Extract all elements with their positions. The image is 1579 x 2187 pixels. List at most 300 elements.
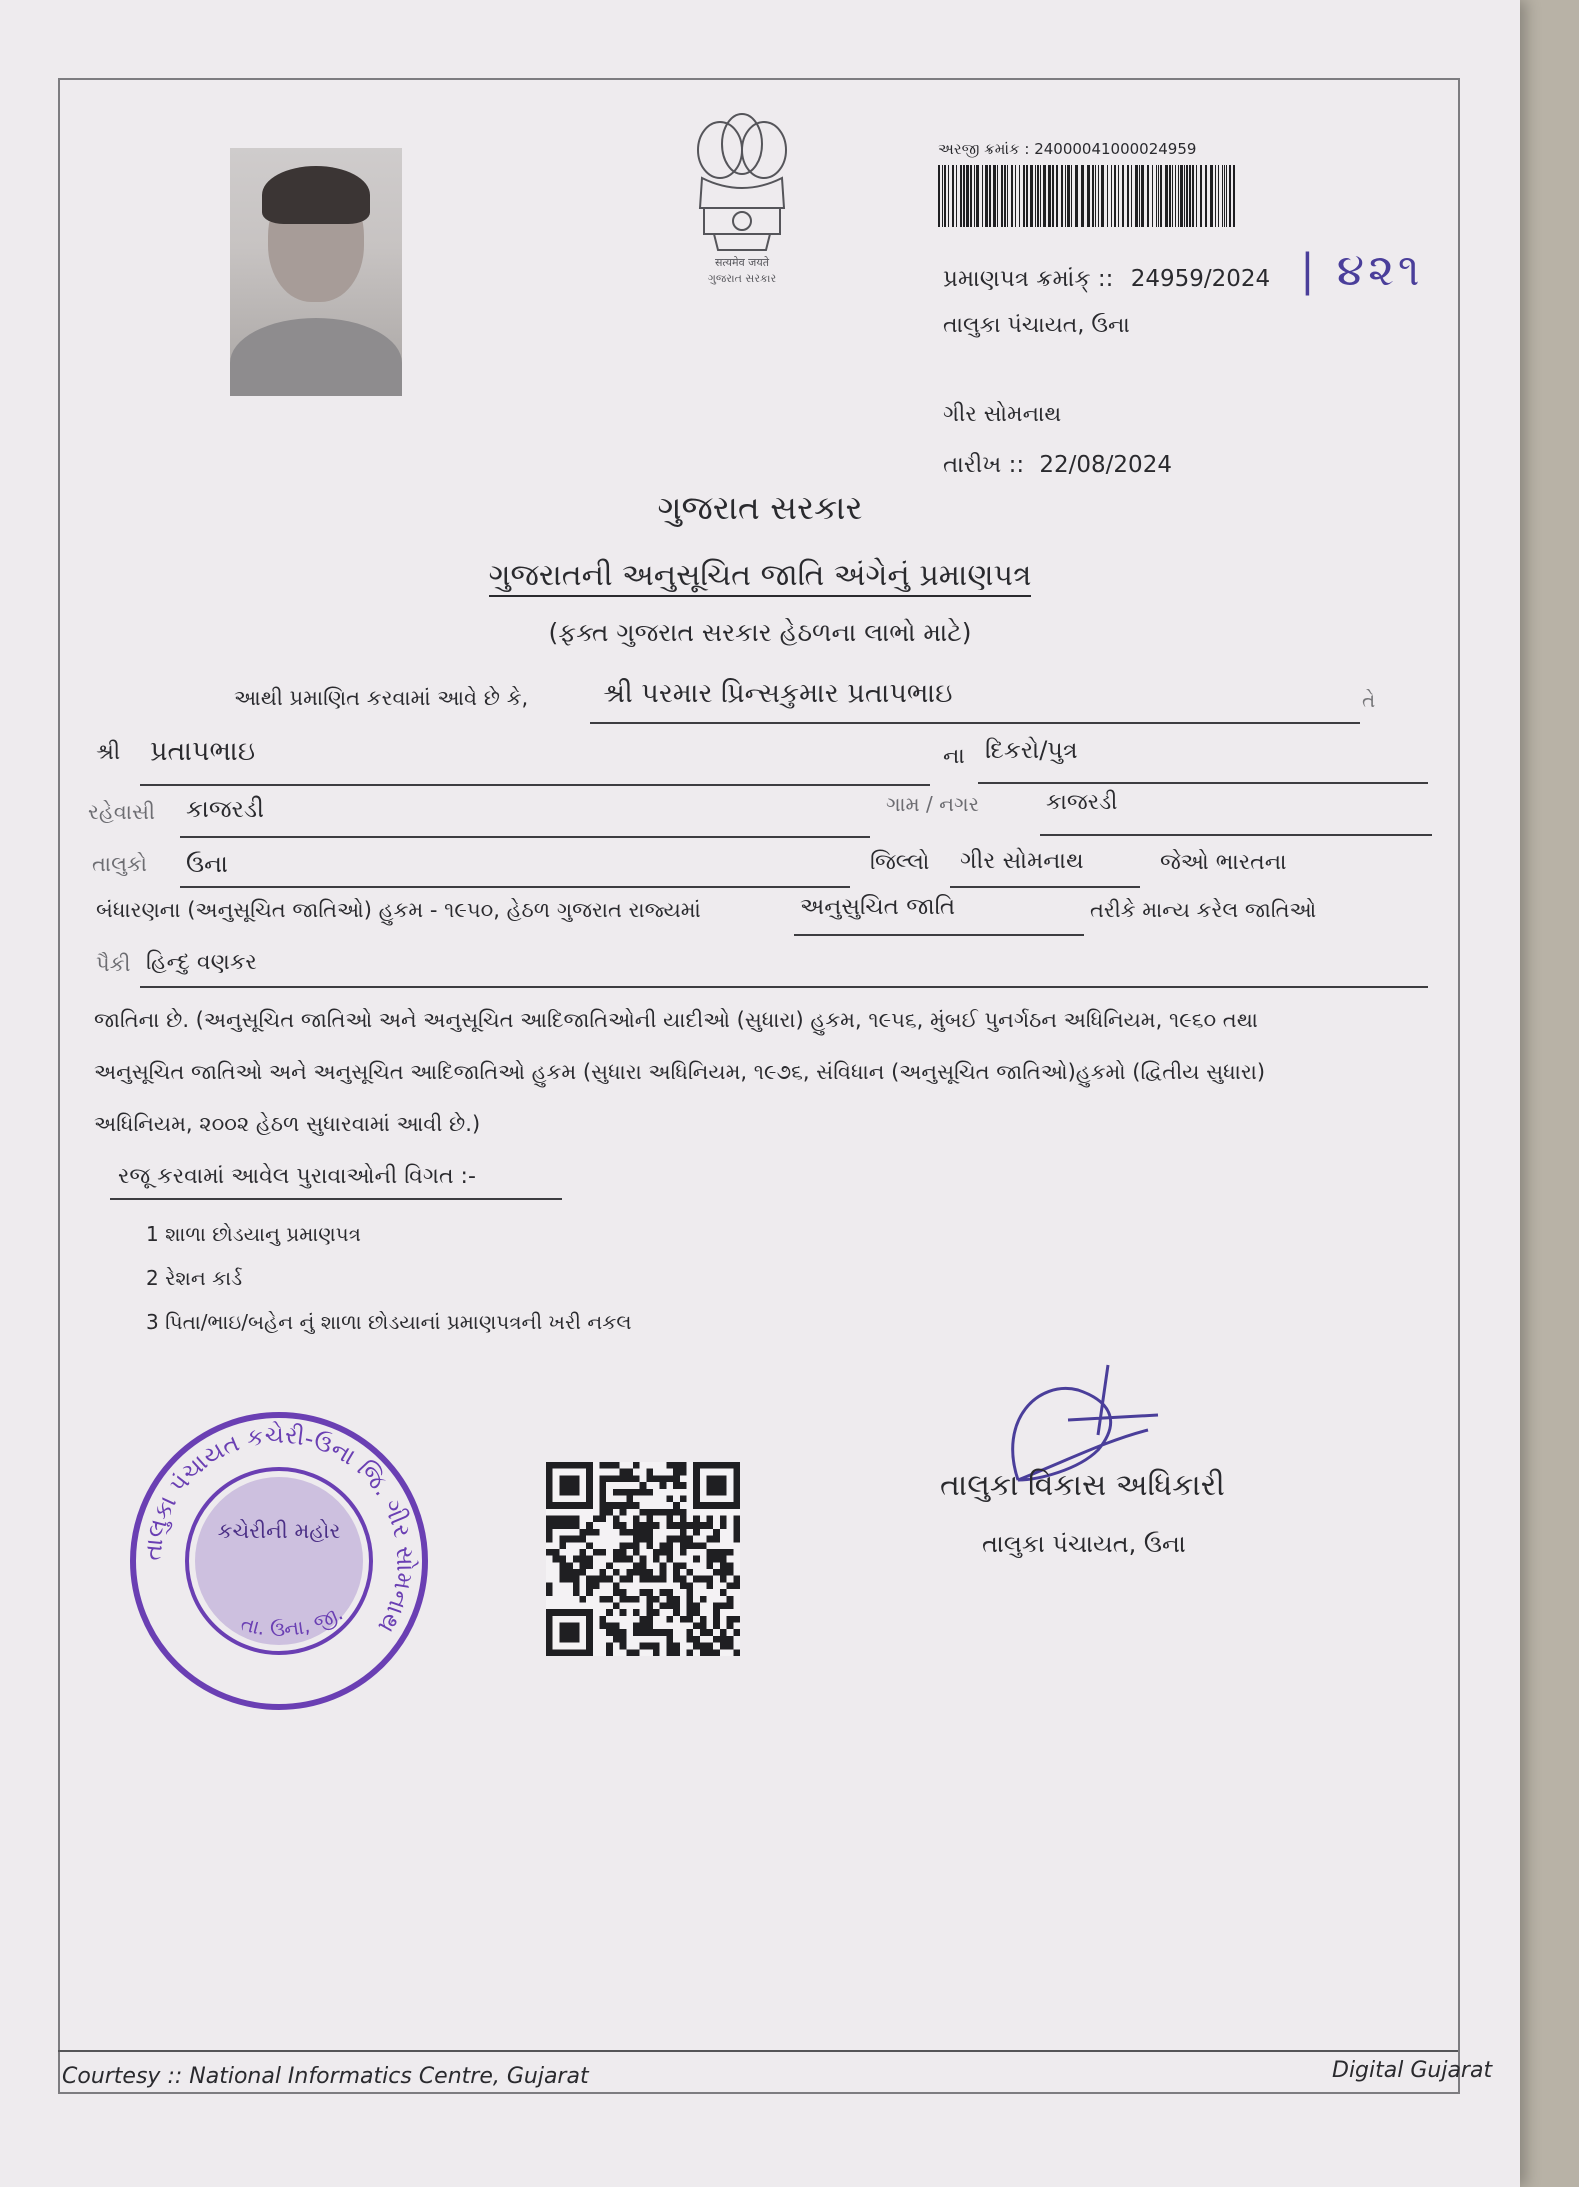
barcode-bar — [1135, 165, 1138, 227]
qr-module — [586, 1542, 593, 1549]
qr-module — [640, 1569, 647, 1576]
certificate-number-label: પ્રમાણપત્ર ક્રમાંક્ :: — [943, 266, 1114, 292]
qr-module — [713, 1623, 720, 1630]
qr-module — [693, 1636, 700, 1643]
qr-module — [673, 1462, 680, 1469]
qr-module — [686, 1609, 693, 1616]
barcode-bar — [1111, 165, 1112, 227]
qr-module — [666, 1556, 673, 1563]
qr-module — [546, 1482, 553, 1489]
qr-module — [620, 1549, 627, 1556]
qr-module — [680, 1536, 687, 1543]
qr-module — [653, 1549, 660, 1556]
qr-module — [700, 1596, 707, 1603]
qr-module — [613, 1522, 620, 1529]
header-office: તાલુકા પંચાયત, ઉના — [943, 313, 1130, 338]
body-paragraph-line-1: જાતિના છે. (અનુસૂચિત જાતિઓ અને અનુસૂચિત આદિજાતિઓની યાદીઓ (સુધારા) હુકમ, ૧૯૫૬, મુંબઈ પુનર્ગઠન અધિનિયમ, ૧૯૬૦ તથા — [94, 1008, 1258, 1032]
qr-module — [606, 1609, 613, 1616]
qr-module — [707, 1582, 714, 1589]
qr-module — [720, 1475, 727, 1482]
date-label: તારીખ :: — [943, 452, 1025, 478]
qr-module — [626, 1529, 633, 1536]
qr-module — [733, 1616, 740, 1623]
qr-module — [713, 1462, 720, 1469]
qr-module — [573, 1649, 580, 1656]
certificate-title-wrap — [0, 558, 1520, 593]
village-line — [1040, 834, 1432, 836]
qr-module — [727, 1582, 734, 1589]
qr-module — [666, 1475, 673, 1482]
qr-module — [660, 1482, 667, 1489]
barcode-bar — [1075, 165, 1078, 227]
qr-module — [660, 1562, 667, 1569]
qr-module — [633, 1475, 640, 1482]
category-value: અનુસુચિત જાતિ — [800, 894, 956, 920]
qr-module — [553, 1609, 560, 1616]
qr-module — [559, 1516, 566, 1523]
barcode-bar — [1043, 165, 1046, 227]
seal-ring-text: તાલુકા પંચાયત કચેરી-ઉના જિ. ગીર સોમનાથ — [138, 1420, 420, 1638]
qr-module — [553, 1556, 560, 1563]
barcode-bar — [1178, 165, 1179, 227]
barcode-bar — [1169, 165, 1171, 227]
barcode-bar — [960, 165, 962, 227]
qr-module — [666, 1596, 673, 1603]
qr-module — [566, 1462, 573, 1469]
qr-module — [593, 1516, 600, 1523]
barcode-bar — [1192, 165, 1194, 227]
qr-module — [546, 1589, 553, 1596]
barcode-bar — [1011, 165, 1013, 227]
qr-module — [633, 1549, 640, 1556]
qr-module — [673, 1602, 680, 1609]
qr-module — [673, 1596, 680, 1603]
qr-module — [586, 1562, 593, 1569]
evidence-item-2: 2 રેશન કાર્ડ — [146, 1266, 243, 1290]
qr-module — [686, 1616, 693, 1623]
qr-module — [707, 1502, 714, 1509]
qr-module — [700, 1576, 707, 1583]
barcode-bar — [1065, 165, 1066, 227]
qr-module — [613, 1589, 620, 1596]
qr-module — [566, 1576, 573, 1583]
date-row — [943, 452, 1172, 478]
qr-module — [680, 1522, 687, 1529]
qr-module — [559, 1636, 566, 1643]
qr-module — [693, 1489, 700, 1496]
qr-module — [586, 1623, 593, 1630]
barcode-bar — [1172, 165, 1173, 227]
barcode-bar — [1152, 165, 1153, 227]
qr-module — [579, 1549, 586, 1556]
qr-module — [546, 1616, 553, 1623]
qr-module — [666, 1509, 673, 1516]
qr-module — [573, 1589, 580, 1596]
barcode-bar — [1081, 165, 1084, 227]
qr-module — [620, 1643, 627, 1650]
qr-module — [680, 1462, 687, 1469]
qr-module — [733, 1469, 740, 1476]
qr-module — [707, 1516, 714, 1523]
qr-module — [693, 1529, 700, 1536]
barcode-bar — [1067, 165, 1070, 227]
qr-module — [660, 1509, 667, 1516]
qr-module — [573, 1556, 580, 1563]
qr-module — [579, 1569, 586, 1576]
barcode-bar — [1019, 165, 1020, 227]
qr-module — [546, 1522, 553, 1529]
qr-module — [646, 1489, 653, 1496]
qr-module — [573, 1569, 580, 1576]
qr-module — [606, 1562, 613, 1569]
qr-module — [693, 1475, 700, 1482]
qr-module — [586, 1582, 593, 1589]
qr-module — [600, 1569, 607, 1576]
qr-module — [600, 1596, 607, 1603]
qr-module — [546, 1489, 553, 1496]
qr-module — [553, 1516, 560, 1523]
qr-module — [666, 1462, 673, 1469]
qr-module — [720, 1502, 727, 1509]
qr-module — [666, 1616, 673, 1623]
qr-module — [720, 1643, 727, 1650]
qr-module — [566, 1649, 573, 1656]
qr-module — [720, 1576, 727, 1583]
barcode-bar — [982, 165, 983, 227]
application-number-row — [938, 140, 1196, 158]
qr-module — [586, 1522, 593, 1529]
qr-module — [559, 1609, 566, 1616]
qr-module — [733, 1582, 740, 1589]
qr-module — [566, 1569, 573, 1576]
qr-module — [620, 1502, 627, 1509]
qr-module — [553, 1462, 560, 1469]
relation-line — [978, 782, 1428, 784]
qr-module — [707, 1489, 714, 1496]
qr-module — [606, 1462, 613, 1469]
qr-module — [546, 1475, 553, 1482]
qr-module — [666, 1516, 673, 1523]
qr-module — [546, 1549, 553, 1556]
qr-module — [707, 1629, 714, 1636]
qr-module — [586, 1576, 593, 1583]
qr-module — [606, 1643, 613, 1650]
emblem-caption-1: सत्यमेव जयते — [714, 256, 770, 269]
qr-module — [666, 1549, 673, 1556]
qr-module — [579, 1596, 586, 1603]
qr-module — [600, 1502, 607, 1509]
applicant-name-line — [590, 722, 1360, 724]
qr-module — [633, 1649, 640, 1656]
qr-module — [720, 1489, 727, 1496]
qr-module — [586, 1489, 593, 1496]
qr-module — [666, 1522, 673, 1529]
qr-module — [646, 1529, 653, 1536]
qr-module — [686, 1589, 693, 1596]
among-label: પૈકી — [96, 952, 131, 976]
qr-module — [640, 1576, 647, 1583]
qr-module — [733, 1536, 740, 1543]
qr-module — [640, 1482, 647, 1489]
qr-module — [733, 1462, 740, 1469]
qr-module — [620, 1509, 627, 1516]
barcode-bar — [1048, 165, 1051, 227]
qr-module — [700, 1623, 707, 1630]
qr-module — [586, 1502, 593, 1509]
qr-module — [626, 1556, 633, 1563]
qr-module — [620, 1469, 627, 1476]
qr-module — [573, 1609, 580, 1616]
qr-module — [707, 1475, 714, 1482]
qr-module — [666, 1536, 673, 1543]
applicant-photo — [230, 148, 402, 396]
qr-module — [593, 1529, 600, 1536]
qr-module — [586, 1643, 593, 1650]
qr-module — [546, 1516, 553, 1523]
qr-module — [600, 1516, 607, 1523]
taluka-value: ઉના — [186, 850, 228, 878]
qr-module — [686, 1542, 693, 1549]
qr-module — [546, 1609, 553, 1616]
te-label: તે — [1362, 688, 1376, 712]
qr-module — [566, 1482, 573, 1489]
qr-module — [673, 1475, 680, 1482]
qr-module — [646, 1475, 653, 1482]
qr-module — [646, 1576, 653, 1583]
certificate-number-row — [943, 266, 1270, 292]
qr-module — [666, 1636, 673, 1643]
qr-module — [653, 1649, 660, 1656]
qr-module — [626, 1495, 633, 1502]
qr-module — [633, 1502, 640, 1509]
barcode-bar — [997, 165, 998, 227]
qr-module — [666, 1542, 673, 1549]
qr-module — [620, 1529, 627, 1536]
qr-module — [573, 1629, 580, 1636]
qr-module — [600, 1489, 607, 1496]
qr-module — [626, 1469, 633, 1476]
qr-module — [727, 1502, 734, 1509]
qr-module — [579, 1502, 586, 1509]
qr-module — [613, 1556, 620, 1563]
qr-module — [620, 1589, 627, 1596]
qr-module — [713, 1569, 720, 1576]
qr-module — [653, 1596, 660, 1603]
resident-line — [180, 836, 870, 838]
qr-module — [733, 1522, 740, 1529]
qr-module — [566, 1629, 573, 1636]
qr-module — [620, 1556, 627, 1563]
qr-module — [673, 1482, 680, 1489]
qr-module — [546, 1536, 553, 1543]
qr-module — [646, 1542, 653, 1549]
qr-module — [733, 1489, 740, 1496]
barcode-bar — [1114, 165, 1116, 227]
barcode-bar — [1215, 165, 1216, 227]
qr-module — [707, 1536, 714, 1543]
qr-module — [546, 1636, 553, 1643]
village-label: ગામ / નગર — [886, 792, 979, 816]
qr-module — [727, 1602, 734, 1609]
qr-module — [720, 1549, 727, 1556]
qr-module — [646, 1643, 653, 1650]
qr-module — [566, 1623, 573, 1630]
qr-module — [727, 1569, 734, 1576]
qr-module — [579, 1556, 586, 1563]
qr-module — [593, 1582, 600, 1589]
qr-module — [720, 1589, 727, 1596]
qr-module — [700, 1462, 707, 1469]
caste-value: હિન્દુ વણકર — [146, 950, 257, 975]
qr-module — [566, 1522, 573, 1529]
qr-module — [606, 1576, 613, 1583]
qr-module — [613, 1623, 620, 1630]
qr-module — [733, 1495, 740, 1502]
qr-module — [606, 1509, 613, 1516]
qr-module — [613, 1602, 620, 1609]
qr-module — [640, 1509, 647, 1516]
qr-module — [553, 1649, 560, 1656]
qr-module — [713, 1636, 720, 1643]
qr-module — [666, 1629, 673, 1636]
qr-module — [620, 1636, 627, 1643]
qr-module — [680, 1549, 687, 1556]
handwritten-number: | ૪૨૧ — [1300, 245, 1424, 296]
qr-module — [660, 1602, 667, 1609]
constitution-text: બંધારણના (અનુસૂચિત જાતિઓ) હુકમ - ૧૯૫૦, હેઠળ ગુજરાત રાજ્યમાં — [96, 898, 701, 922]
qr-module — [600, 1576, 607, 1583]
father-name-line — [140, 784, 930, 786]
qr-module — [693, 1602, 700, 1609]
issue-date: 22/08/2024 — [1039, 452, 1172, 478]
qr-module — [673, 1576, 680, 1583]
qr-module — [713, 1475, 720, 1482]
qr-module — [626, 1569, 633, 1576]
qr-module — [593, 1576, 600, 1583]
barcode-bar — [1147, 165, 1149, 227]
qr-module — [546, 1469, 553, 1476]
qr-module — [680, 1616, 687, 1623]
qr-module — [686, 1602, 693, 1609]
qr-module — [646, 1469, 653, 1476]
government-title: ગુજરાત સરકાર — [657, 488, 863, 527]
qr-module — [700, 1649, 707, 1656]
qr-module — [579, 1609, 586, 1616]
qr-module — [620, 1542, 627, 1549]
barcode-bar — [1052, 165, 1054, 227]
qr-module — [673, 1502, 680, 1509]
qr-module — [633, 1569, 640, 1576]
qr-module — [720, 1629, 727, 1636]
qr-module — [593, 1549, 600, 1556]
qr-module — [606, 1629, 613, 1636]
district-value: ગીર સોમનાથ — [960, 848, 1084, 874]
qr-module — [660, 1549, 667, 1556]
qr-module — [646, 1623, 653, 1630]
qr-module — [733, 1516, 740, 1523]
qr-module — [673, 1569, 680, 1576]
barcode-bar — [1165, 165, 1168, 227]
barcode-bar — [1015, 165, 1016, 227]
qr-module — [620, 1475, 627, 1482]
qr-module — [559, 1576, 566, 1583]
qr-module — [553, 1502, 560, 1509]
qr-module — [686, 1522, 693, 1529]
barcode-bar — [974, 165, 975, 227]
qr-module — [653, 1509, 660, 1516]
barcode-bar — [1087, 165, 1090, 227]
qr-module — [686, 1569, 693, 1576]
category-line — [794, 934, 1084, 936]
qr-module — [707, 1556, 714, 1563]
qr-module — [553, 1549, 560, 1556]
office-seal-icon — [128, 1410, 430, 1712]
qr-module — [713, 1549, 720, 1556]
qr-module — [666, 1495, 673, 1502]
barcode-bar — [1196, 165, 1197, 227]
qr-code-icon — [546, 1462, 740, 1656]
barcode-bar — [970, 165, 972, 227]
caste-line — [140, 986, 1428, 988]
barcode-bar — [1098, 165, 1099, 227]
qr-module — [693, 1643, 700, 1650]
qr-module — [586, 1636, 593, 1643]
qr-module — [693, 1516, 700, 1523]
qr-module — [546, 1629, 553, 1636]
qr-module — [673, 1649, 680, 1656]
qr-module — [633, 1629, 640, 1636]
qr-module — [586, 1495, 593, 1502]
barcode-bar — [989, 165, 991, 227]
barcode-bar — [1122, 165, 1124, 227]
qr-module — [673, 1469, 680, 1476]
qr-module — [700, 1542, 707, 1549]
qr-module — [686, 1596, 693, 1603]
qr-module — [700, 1616, 707, 1623]
footer-courtesy: Courtesy :: National Informatics Centre, Gujarat — [62, 2064, 589, 2089]
qr-module — [673, 1562, 680, 1569]
qr-module — [713, 1556, 720, 1563]
barcode-bar — [1118, 165, 1119, 227]
qr-module — [666, 1643, 673, 1650]
qr-module — [660, 1576, 667, 1583]
qr-module — [640, 1643, 647, 1650]
qr-module — [686, 1582, 693, 1589]
qr-module — [546, 1462, 553, 1469]
qr-module — [693, 1502, 700, 1509]
taluka-label: તાલુકો — [92, 852, 148, 876]
qr-module — [727, 1462, 734, 1469]
signatory-designation: તાલુકા વિકાસ અધિકારી — [940, 1468, 1225, 1503]
qr-module — [727, 1596, 734, 1603]
qr-module — [680, 1562, 687, 1569]
qr-module — [620, 1522, 627, 1529]
barcode-bar — [1189, 165, 1191, 227]
barcode-bar — [1139, 165, 1140, 227]
qr-module — [680, 1469, 687, 1476]
barcode-bar — [1127, 165, 1129, 227]
qr-module — [653, 1522, 660, 1529]
applicant-name: શ્રી પરમાર પ્રિન્સકુમાર પ્રતાપભાઇ — [603, 678, 953, 709]
barcode-bar — [938, 165, 940, 227]
qr-module — [713, 1536, 720, 1543]
qr-module — [613, 1462, 620, 1469]
certificate-subtitle: (ફક્ત ગુજરાત સરકાર હેઠળના લાભો માટે) — [548, 618, 972, 647]
barcode-bar — [1095, 165, 1096, 227]
body-paragraph-line-2: અનુસૂચિત જાતિઓ અને અનુસૂચિત આદિજાતિઓ હુકમ (સુધારા અધિનિયમ, ૧૯૭૬, સંવિધાન (અનુસૂચિત જાતિઓ)હુકમો (દ્વિતીય સુધારા) — [94, 1060, 1266, 1084]
qr-module — [713, 1616, 720, 1623]
application-number-label: અરજી ક્રમાંક : — [938, 140, 1030, 158]
